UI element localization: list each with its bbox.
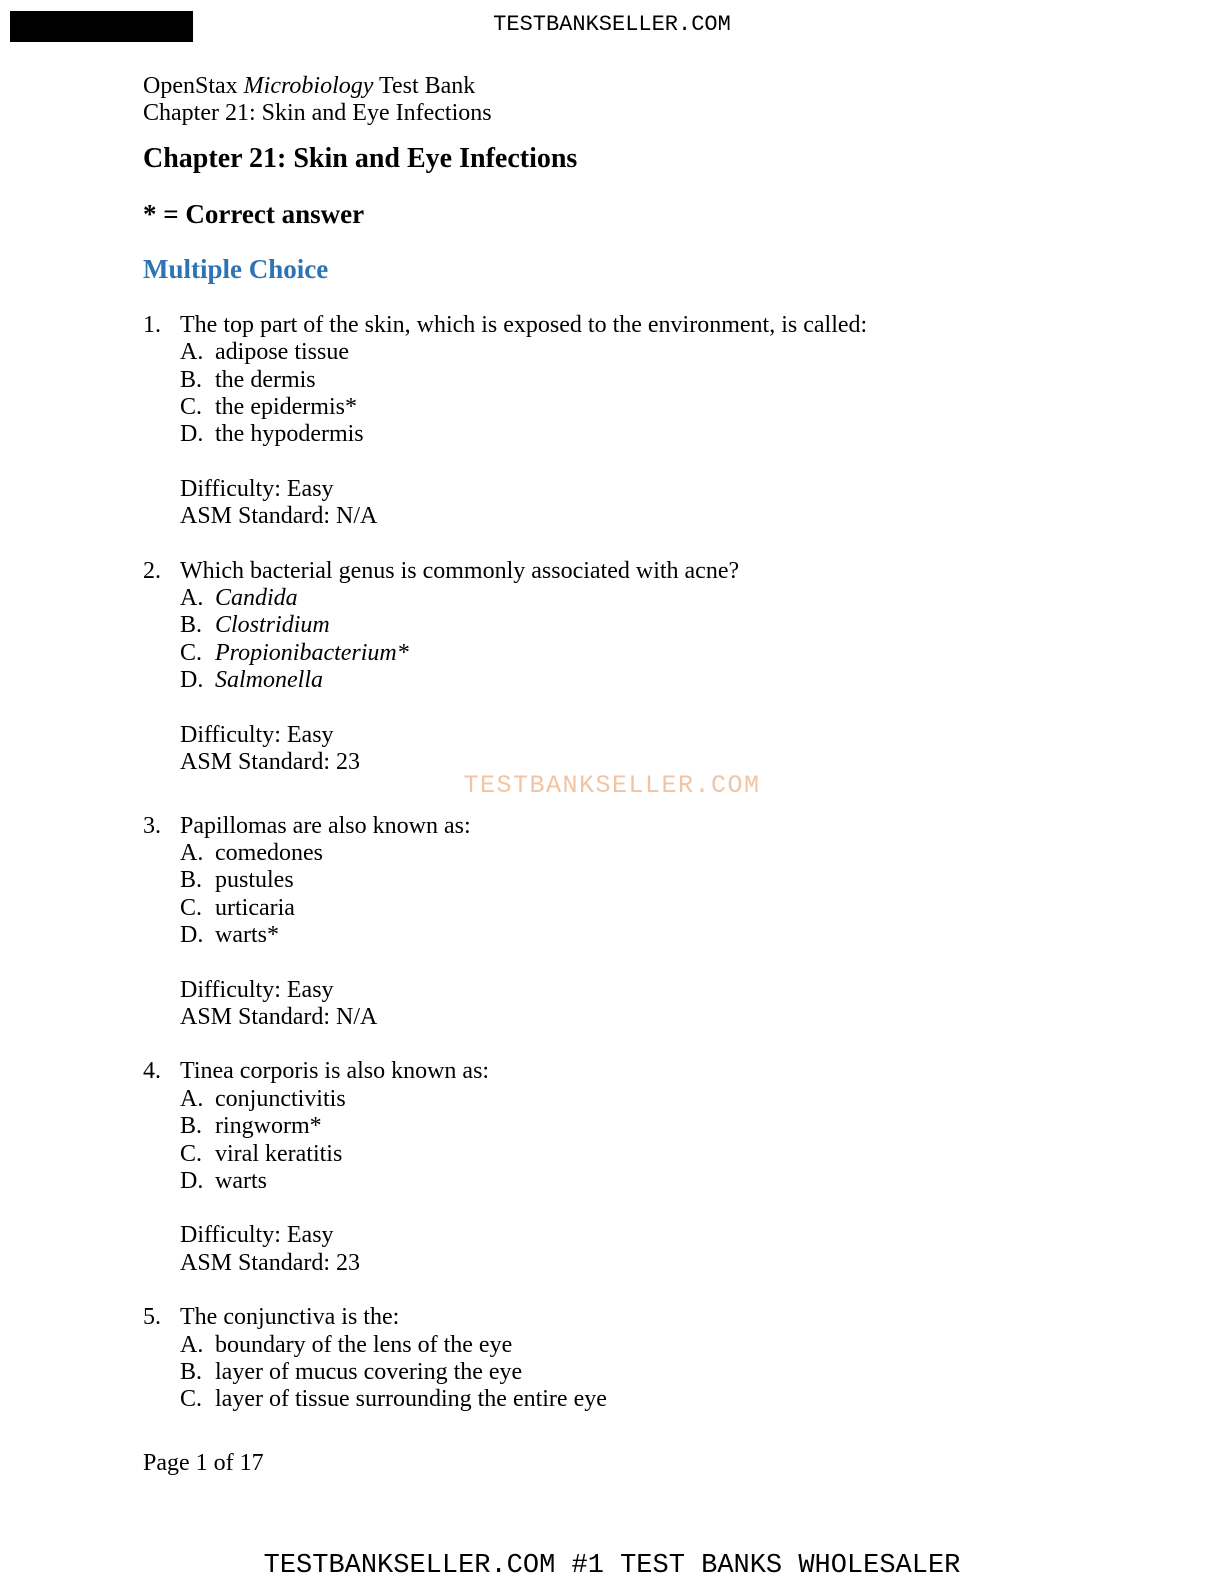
question-1 — [143, 312, 1124, 531]
answer-option — [180, 1141, 1124, 1168]
option-text: viral keratitis — [215, 1140, 343, 1167]
question-text: Tinea corporis is also known as: — [180, 1058, 490, 1085]
option-text: ringworm* — [215, 1113, 322, 1140]
answer-option — [180, 1113, 1124, 1140]
option-text: pustules — [215, 867, 294, 894]
chapter-title: Chapter 21: Skin and Eye Infections — [143, 142, 578, 174]
question-3 — [143, 813, 1124, 1032]
option-text: warts* — [215, 922, 279, 949]
option-text: the epidermis* — [215, 394, 357, 421]
answer-option — [180, 1332, 1124, 1359]
answer-options — [143, 1332, 1124, 1414]
document-header — [143, 73, 1124, 128]
answer-option — [180, 585, 1124, 612]
answer-option — [180, 867, 1124, 894]
answer-option — [180, 1086, 1124, 1113]
page-number: Page 1 of 17 — [143, 1450, 264, 1476]
answer-option — [180, 339, 1124, 366]
answer-option — [180, 922, 1124, 949]
header-line1-suffix: Test Bank — [373, 73, 476, 99]
question-text: The top part of the skin, which is exposed to the environment, is called: — [180, 311, 868, 338]
option-text: conjunctivitis — [215, 1085, 346, 1112]
question-meta — [143, 722, 1124, 777]
answer-option — [180, 367, 1124, 394]
option-text: boundary of the lens of the eye — [215, 1331, 513, 1358]
option-letter: A. — [180, 1331, 204, 1358]
question-text: Papillomas are also known as: — [180, 812, 471, 839]
difficulty-line: Difficulty: Easy — [180, 721, 334, 748]
question-4 — [143, 1058, 1124, 1277]
option-letter: C. — [180, 639, 203, 666]
option-letter: D. — [180, 421, 204, 448]
option-letter: B. — [180, 1359, 203, 1385]
option-letter: D. — [180, 922, 204, 949]
option-text: comedones — [215, 839, 323, 866]
option-text: layer of mucus covering the eye — [215, 1359, 523, 1385]
option-text: Propionibacterium* — [215, 639, 409, 666]
option-text: Salmonella — [215, 667, 323, 694]
option-letter: D. — [180, 667, 204, 694]
option-letter: C. — [180, 1140, 203, 1167]
answer-option — [180, 840, 1124, 867]
document-header-line1 — [143, 73, 1124, 100]
answer-option — [180, 640, 1124, 667]
answer-options — [143, 840, 1124, 950]
question-5 — [143, 1304, 1124, 1414]
option-letter: B. — [180, 612, 203, 639]
section-heading-multiple-choice: Multiple Choice — [143, 253, 329, 284]
question-number: 4. — [143, 1058, 161, 1085]
answer-option — [180, 1168, 1124, 1195]
answer-option — [180, 1359, 1124, 1386]
option-letter: C. — [180, 894, 203, 921]
top-watermark: TESTBANKSELLER.COM — [493, 12, 731, 37]
option-text: the hypodermis — [215, 421, 364, 448]
option-letter: B. — [180, 867, 203, 894]
option-letter: C. — [180, 1386, 203, 1413]
question-number: 3. — [143, 812, 161, 839]
difficulty-line: Difficulty: Easy — [180, 976, 334, 1003]
answer-option — [180, 667, 1124, 694]
question-meta — [143, 977, 1124, 1032]
difficulty-line: Difficulty: Easy — [180, 1222, 334, 1249]
option-text: warts — [215, 1167, 267, 1194]
answer-option — [180, 421, 1124, 448]
option-letter: C. — [180, 394, 203, 421]
option-letter: B. — [180, 366, 203, 393]
asm-standard-line: ASM Standard: N/A — [180, 503, 378, 530]
asm-standard-line: ASM Standard: 23 — [180, 1249, 360, 1276]
option-letter: B. — [180, 1113, 203, 1140]
correct-answer-note: * = Correct answer — [143, 198, 365, 229]
question-number: 5. — [143, 1304, 161, 1331]
answer-option — [180, 394, 1124, 421]
question-number: 1. — [143, 311, 161, 338]
option-letter: A. — [180, 839, 204, 866]
answer-option — [180, 895, 1124, 922]
question-stem — [143, 813, 1124, 840]
option-letter: A. — [180, 1085, 204, 1112]
question-meta — [143, 476, 1124, 531]
option-text: layer of tissue surrounding the entire eye — [215, 1386, 607, 1413]
option-text: the dermis — [215, 366, 316, 393]
question-2 — [143, 558, 1124, 777]
asm-standard-line: ASM Standard: N/A — [180, 1003, 378, 1030]
question-stem — [143, 1304, 1124, 1331]
header-line1-prefix: OpenStax — [143, 73, 244, 99]
answer-options — [143, 1086, 1124, 1196]
option-text: Candida — [215, 585, 298, 612]
center-watermark: TESTBANKSELLER.COM — [463, 771, 761, 800]
question-text: The conjunctiva is the: — [180, 1304, 400, 1331]
bottom-watermark: TESTBANKSELLER.COM #1 TEST BANKS WHOLESALER — [263, 1551, 961, 1581]
answer-options — [143, 585, 1124, 695]
option-text: urticaria — [215, 894, 295, 921]
question-stem — [143, 312, 1124, 339]
question-stem — [143, 558, 1124, 585]
asm-standard-line: ASM Standard: 23 — [180, 749, 360, 776]
document-header-line2: Chapter 21: Skin and Eye Infections — [143, 100, 492, 127]
answer-option — [180, 1386, 1124, 1413]
option-text: adipose tissue — [215, 339, 349, 366]
header-line1-book-title: Microbiology — [243, 73, 374, 99]
answer-option — [180, 612, 1124, 639]
question-stem — [143, 1058, 1124, 1085]
option-letter: A. — [180, 339, 204, 366]
question-number: 2. — [143, 557, 161, 584]
option-text: Clostridium — [215, 612, 330, 639]
option-letter: A. — [180, 585, 204, 612]
difficulty-line: Difficulty: Easy — [180, 475, 334, 502]
question-text: Which bacterial genus is commonly associated with acne? — [180, 557, 740, 584]
option-letter: D. — [180, 1167, 204, 1194]
answer-options — [143, 339, 1124, 449]
question-meta — [143, 1222, 1124, 1277]
